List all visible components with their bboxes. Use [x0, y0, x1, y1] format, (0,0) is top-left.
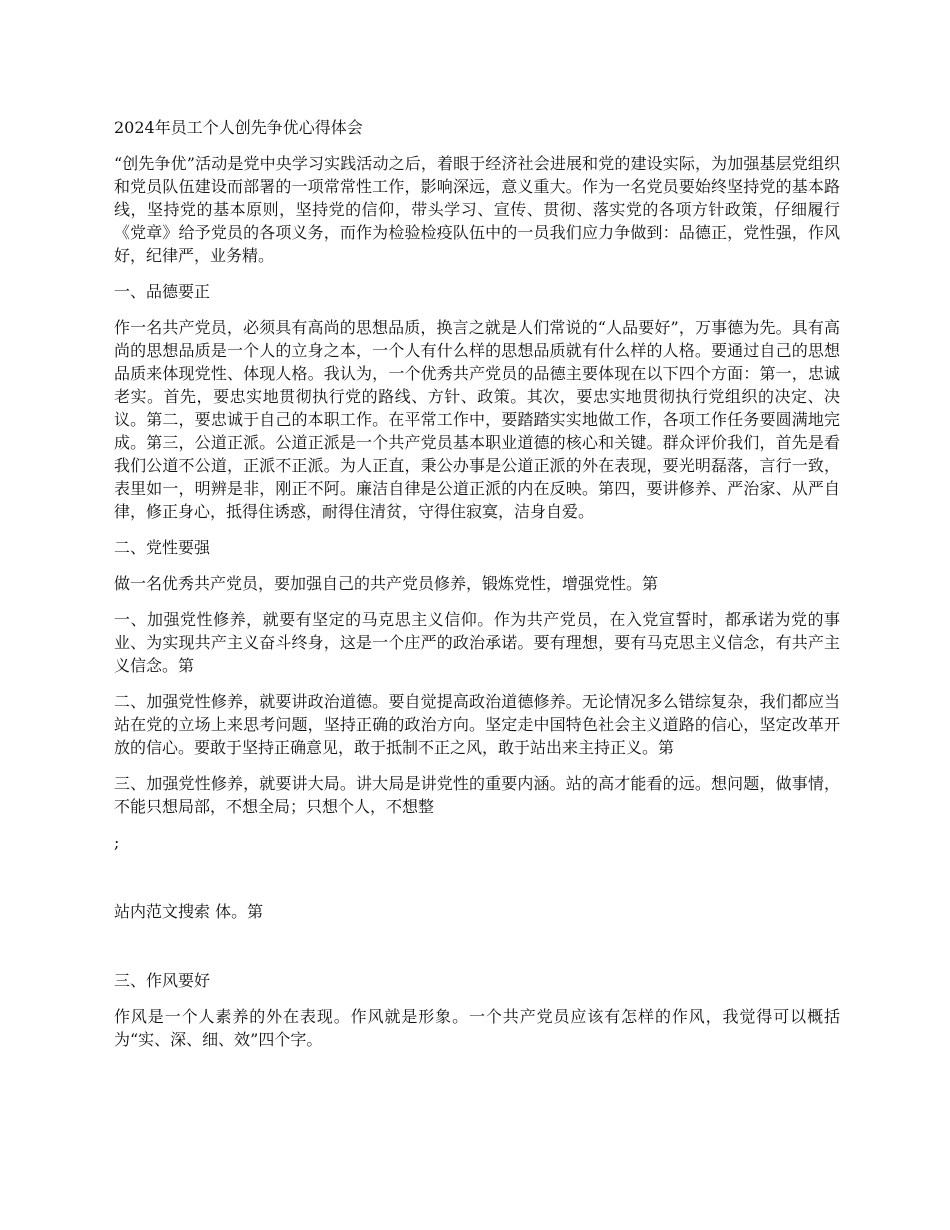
section-heading-party-spirit: 二、党性要强 [114, 538, 211, 557]
document-title: 2024年员工个人创先争优心得体会 [114, 118, 363, 137]
party-spirit-point-2: 二、加强党性修养，就要讲政治道德。要自觉提高政治道德修养。无论情况多么错综复杂，我们都应当站在党的立场上来思考问题，坚持正确的政治方向。坚定走中国特色社会主义道路的信心，坚定改革开放的信心。要敢于坚持正确意见，敢于抵制不正之风，敢于站出来主持正义。第 [114, 692, 840, 757]
style-paragraph: 作风是一个人素养的外在表现。作风就是形象。一个共产党员应该有怎样的作风，我觉得可以概括为“实、深、细、效”四个字。 [114, 1007, 840, 1049]
document-page [114, 116, 840, 1051]
morality-paragraph: 作一名共产党员，必须具有高尚的思想品质，换言之就是人们常说的“人品要好”，万事德为先。具有高尚的思想品质是一个人的立身之本，一个人有什么样的思想品质就有什么样的人格。要通过自己的思想品质来体现党性、体现人格。我认为，一个优秀共产党员的品德主要体现在以下四个方面：第一，忠诚老实。首先，要忠实地贯彻执行党的路线、方针、政策。其次，要忠实地贯彻执行党组织的决定、决议。第二，要忠诚于自己的本职工作。在平常工作中，要踏踏实实地做工作，各项工作任务要圆满地完成。第三，公道正派。公道正派是一个共产党员基本职业道德的核心和关键。群众评价我们，首先是看我们公道不公道，正派不正派。为人正直，秉公办事是公道正派的外在表现，要光明磊落，言行一致，表里如一，明辨是非，刚正不阿。廉洁自律是公道正派的内在反映。第四，要讲修养、严治家、从严自律，修正身心，抵得住诱惑，耐得住清贫，守得住寂寞，洁身自爱。 [114, 318, 840, 521]
party-spirit-point-1: 一、加强党性修养，就要有坚定的马克思主义信仰。作为共产党员，在入党宣誓时，都承诺为党的事业、为实现共产主义奋斗终身，这是一个庄严的政治承诺。要有理想，要有马克思主义信念，有共产主义信念。第 [114, 610, 840, 675]
party-spirit-paragraph: 做一名优秀共产党员，要加强自己的共产党员修养，锻炼党性，增强党性。第 [114, 574, 659, 593]
party-spirit-point-3: 三、加强党性修养，就要讲大局。讲大局是讲党性的重要内涵。站的高才能看的远。想问题，做事情，不能只想局部，不想全局；只想个人，不想整 [114, 774, 840, 816]
site-search-text: 站内范文搜索 体。第 [114, 902, 264, 921]
intro-paragraph: “创先争优”活动是党中央学习实践活动之后，着眼于经济社会进展和党的建设实际，为加强基层党组织和党员队伍建设而部署的一项常常性工作，影响深远，意义重大。作为一名党员要始终坚持党的基本路线，坚持党的基本原则，坚持党的信仰，带头学习、宣传、贯彻、落实党的各项方针政策，仔细履行《党章》给予党员的各项义务，而作为检验检疫队伍中的一员我们应力争做到：品德正，党性强，作风好，纪律严，业务精。 [114, 154, 840, 265]
semicolon-line: ; [114, 833, 120, 852]
section-heading-style: 三、作风要好 [114, 971, 211, 990]
section-heading-morality: 一、品德要正 [114, 282, 211, 301]
